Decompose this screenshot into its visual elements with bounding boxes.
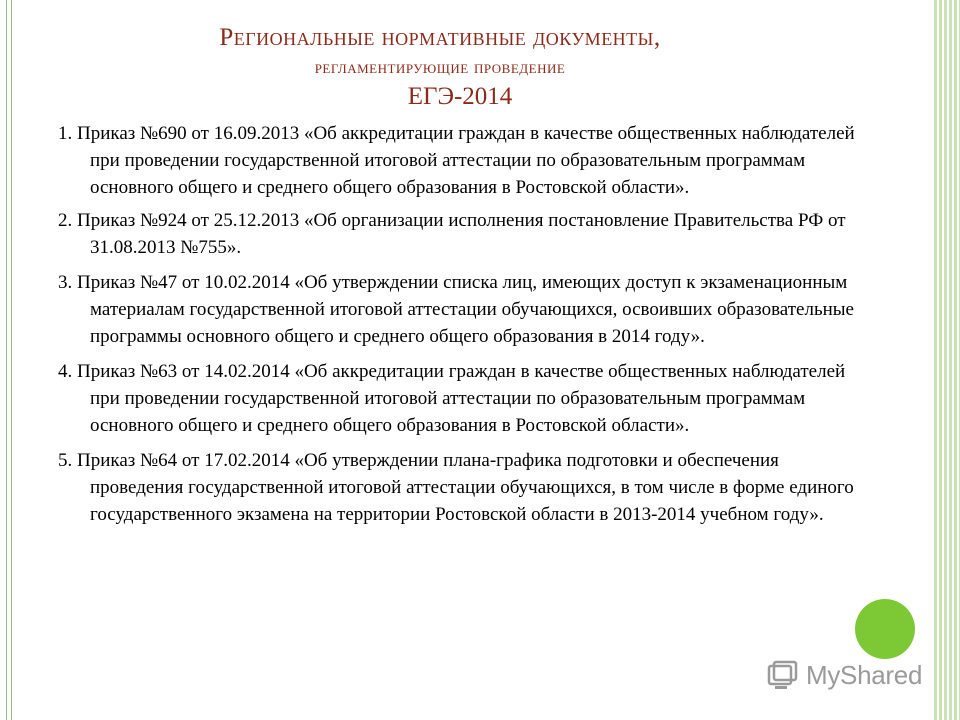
list-item: 3. Приказ №47 от 10.02.2014 «Об утверждении списка лиц, имеющих доступ к экзаменационным материалам государственной итоговой аттестации обучающихся, освоивших образовательные программы основного общего и среднего общего образования в 2014 году». (58, 272, 854, 347)
right-stripe-decoration (934, 0, 960, 720)
slide-title (60, 22, 820, 112)
list-item: 1. Приказ №690 от 16.09.2013 «Об аккредитации граждан в качестве общественных наблюдателей при проведении государственной итоговой аттестации по образовательным программам основного общего и среднего общего образования в Ростовской области». (58, 123, 855, 198)
list-item: 2. Приказ №924 от 25.12.2013 «Об организации исполнения постановление Правительства РФ от 31.08.2013 №755». (58, 210, 846, 258)
myshared-logo-icon (766, 658, 800, 692)
list-item: 5. Приказ №64 от 17.02.2014 «Об утверждении плана-графика подготовки и обеспечения проведения государственной итоговой аттестации обучающихся, в том числе в форме единого государственного экзамена на территории Ростовской области в 2013-2014 учебном году». (58, 450, 854, 525)
title-line-3: ЕГЭ-2014 (407, 83, 513, 110)
green-circle-decoration (855, 599, 915, 659)
documents-list (58, 120, 858, 536)
list-item: 4. Приказ №63 от 14.02.2014 «Об аккредитации граждан в качестве общественных наблюдателей при проведении государственной итоговой аттестации по образовательным программам основного общего и среднего общего образования в Ростовской области». (58, 361, 846, 436)
title-line-2: регламентирующие проведение (314, 57, 566, 78)
left-border-line (6, 0, 12, 720)
myshared-watermark[interactable] (766, 658, 922, 692)
title-line-1: Региональные нормативные документы, (219, 24, 661, 51)
watermark-text: MyShared (806, 659, 923, 690)
